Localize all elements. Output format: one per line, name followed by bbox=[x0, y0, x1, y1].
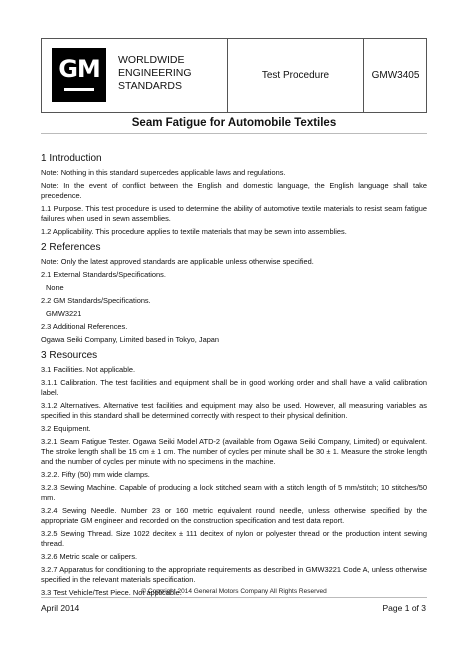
paragraph: Ogawa Seiki Company, Limited based in Tokyo, Japan bbox=[41, 335, 220, 344]
document-body bbox=[41, 152, 427, 601]
paragraph: None bbox=[46, 283, 64, 292]
gm-logo-text: GM bbox=[58, 55, 100, 83]
paragraph: 3.2 Equipment. bbox=[41, 424, 91, 433]
gm-logo-underline bbox=[64, 88, 94, 91]
section-heading: 2 References bbox=[41, 242, 101, 253]
paragraph: 3.3 Test Vehicle/Test Piece. Not applicable. bbox=[41, 588, 182, 597]
section-heading: 1 Introduction bbox=[41, 153, 102, 164]
paragraph: Note: In the event of conflict between the English and domestic language, the English language shall take precedence. bbox=[41, 181, 427, 200]
org-line: WORLDWIDE bbox=[118, 54, 185, 66]
paragraph: 1.2 Applicability. This procedure applies to textile materials that may be sewn into assemblies. bbox=[41, 227, 347, 236]
title-divider bbox=[41, 133, 427, 134]
header-logo-cell bbox=[42, 39, 228, 112]
paragraph: 3.2.5 Sewing Thread. Size 1022 decitex ± 111 decitex of nylon or polyester thread or the production intent sewing thread. bbox=[41, 529, 427, 548]
paragraph: 3.1.2 Alternatives. Alternative test facilities and equipment may also be used. However, all measuring variables as specified in this standard shall be determined correctly with respect to their physical definition. bbox=[41, 401, 427, 420]
paragraph: 3.2.4 Sewing Needle. Number 23 or 160 metric equivalent round needle, unless otherwise specified by the appropriate GM engineer and recorded on the construction specification and test data report. bbox=[41, 506, 427, 525]
footer-date: April 2014 bbox=[41, 603, 80, 613]
header-doc-type-cell bbox=[228, 39, 364, 112]
copyright-notice: © Copyright 2014 General Motors Company All Rights Reserved bbox=[141, 588, 327, 595]
paragraph: 2.2 GM Standards/Specifications. bbox=[41, 296, 151, 305]
paragraph: 1.1 Purpose. This test procedure is used to determine the ability of automotive textile materials to resist seam fatigue failures when used in sewn assemblies. bbox=[41, 204, 427, 223]
paragraph: GMW3221 bbox=[46, 309, 82, 318]
org-name bbox=[118, 54, 226, 93]
paragraph: 3.2.1 Seam Fatigue Tester. Ogawa Seiki Model ATD-2 (available from Ogawa Seiki Company, Limited) or equivalent. The stroke length shall be 15 cm ± 1 cm. The number of cycles per minute shall be 30 ± 1. Measure the stroke length and the number of cycles per minute with no specimens in the machine. bbox=[41, 437, 427, 466]
section-heading: 3 Resources bbox=[41, 350, 98, 361]
paragraph: 3.2.3 Sewing Machine. Capable of producing a lock stitched seam with a stitch length of 5 mm/stitch; 10 stitches/50 mm. bbox=[41, 483, 427, 502]
doc-number: GMW3405 bbox=[371, 70, 420, 81]
footer-page-number: Page 1 of 3 bbox=[382, 603, 426, 613]
document-header bbox=[41, 38, 427, 113]
paragraph: 3.2.6 Metric scale or calipers. bbox=[41, 552, 138, 561]
gm-logo bbox=[52, 48, 106, 102]
paragraph: 3.2.7 Apparatus for conditioning to the appropriate requirements as described in GMW3221 Code A, unless otherwise specified in the relevant materials specification. bbox=[41, 565, 427, 584]
paragraph: 2.1 External Standards/Specifications. bbox=[41, 270, 166, 279]
doc-type: Test Procedure bbox=[261, 70, 330, 81]
paragraph: 3.1 Facilities. Not applicable. bbox=[41, 365, 136, 374]
paragraph: 2.3 Additional References. bbox=[41, 322, 128, 331]
paragraph: 3.2.2. Fifty (50) mm wide clamps. bbox=[41, 470, 150, 479]
org-line: STANDARDS bbox=[118, 80, 182, 92]
paragraph: 3.1.1 Calibration. The test facilities and equipment shall be in good working order and shall have a valid calibration label. bbox=[41, 378, 427, 397]
org-line: ENGINEERING bbox=[118, 67, 192, 79]
header-doc-number-cell bbox=[364, 39, 427, 112]
document-title: Seam Fatigue for Automobile Textiles bbox=[131, 117, 337, 129]
paragraph: Note: Nothing in this standard supercedes applicable laws and regulations. bbox=[41, 168, 286, 177]
footer-divider bbox=[41, 597, 427, 598]
paragraph: Note: Only the latest approved standards are applicable unless otherwise specified. bbox=[41, 257, 314, 266]
